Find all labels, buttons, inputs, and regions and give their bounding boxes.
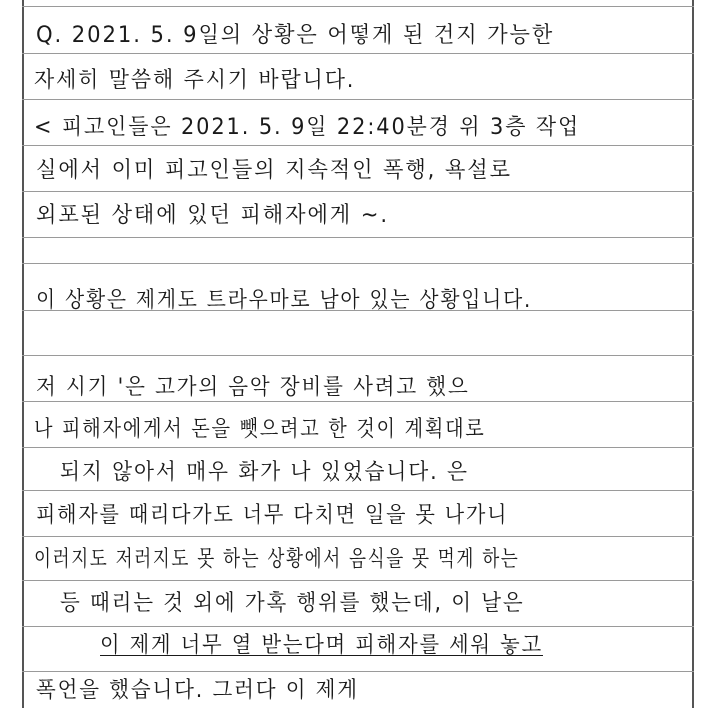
text-line-2: 자세히 말씀해 주시기 바랍니다. xyxy=(34,68,356,93)
ruled-line xyxy=(22,237,694,238)
text-line-14: 등 때리는 것 외에 가혹 행위를 했는데, 이 날은 xyxy=(60,591,525,616)
text-line-15: 이 제게 너무 열 받는다며 피해자를 세워 놓고 xyxy=(100,633,543,658)
text-line-7: 이 상황은 제게도 트라우마로 남아 있는 상황입니다. xyxy=(36,288,533,313)
text-line-13: 이러지도 저러지도 못 하는 상황에서 음식을 못 먹게 하는 xyxy=(34,547,520,572)
ruled-line xyxy=(22,580,694,581)
ruled-line xyxy=(22,191,694,192)
text-line-12: 피해자를 때리다가도 너무 다치면 일을 못 나가니 xyxy=(36,503,509,528)
ruled-line xyxy=(22,536,694,537)
ruled-line xyxy=(22,671,694,672)
text-line-4: 실에서 이미 피고인들의 지속적인 폭행, 욕설로 xyxy=(36,158,512,183)
ruled-line xyxy=(22,99,694,100)
right-margin-border xyxy=(692,0,694,708)
text-line-1: Q. 2021. 5. 9일의 상황은 어떻게 된 건지 가능한 xyxy=(36,23,555,48)
ruled-line xyxy=(22,145,694,146)
text-line-5: 외포된 상태에 있던 피해자에게 ~. xyxy=(36,203,389,228)
text-line-10: 나 피해자에게서 돈을 뺏으려고 한 것이 계획대로 xyxy=(34,417,486,442)
text-line-16: 폭언을 했습니다. 그러다 이 제게 xyxy=(36,678,359,703)
text-line-11: 되지 않아서 매우 화가 나 있었습니다. 은 xyxy=(60,460,469,485)
ruled-line xyxy=(22,53,694,54)
ruled-line xyxy=(22,401,694,402)
ruled-line xyxy=(22,447,694,448)
ruled-line xyxy=(22,490,694,491)
text-line-3: < 피고인들은 2021. 5. 9일 22:40분경 위 3층 작업 xyxy=(34,115,581,140)
ruled-line xyxy=(22,355,694,356)
ruled-line xyxy=(22,263,694,264)
ruled-line xyxy=(22,626,694,627)
text-line-9: 저 시기 '은 고가의 음악 장비를 사려고 했으 xyxy=(36,375,470,400)
left-margin-border xyxy=(22,0,24,708)
ruled-line xyxy=(22,6,694,7)
